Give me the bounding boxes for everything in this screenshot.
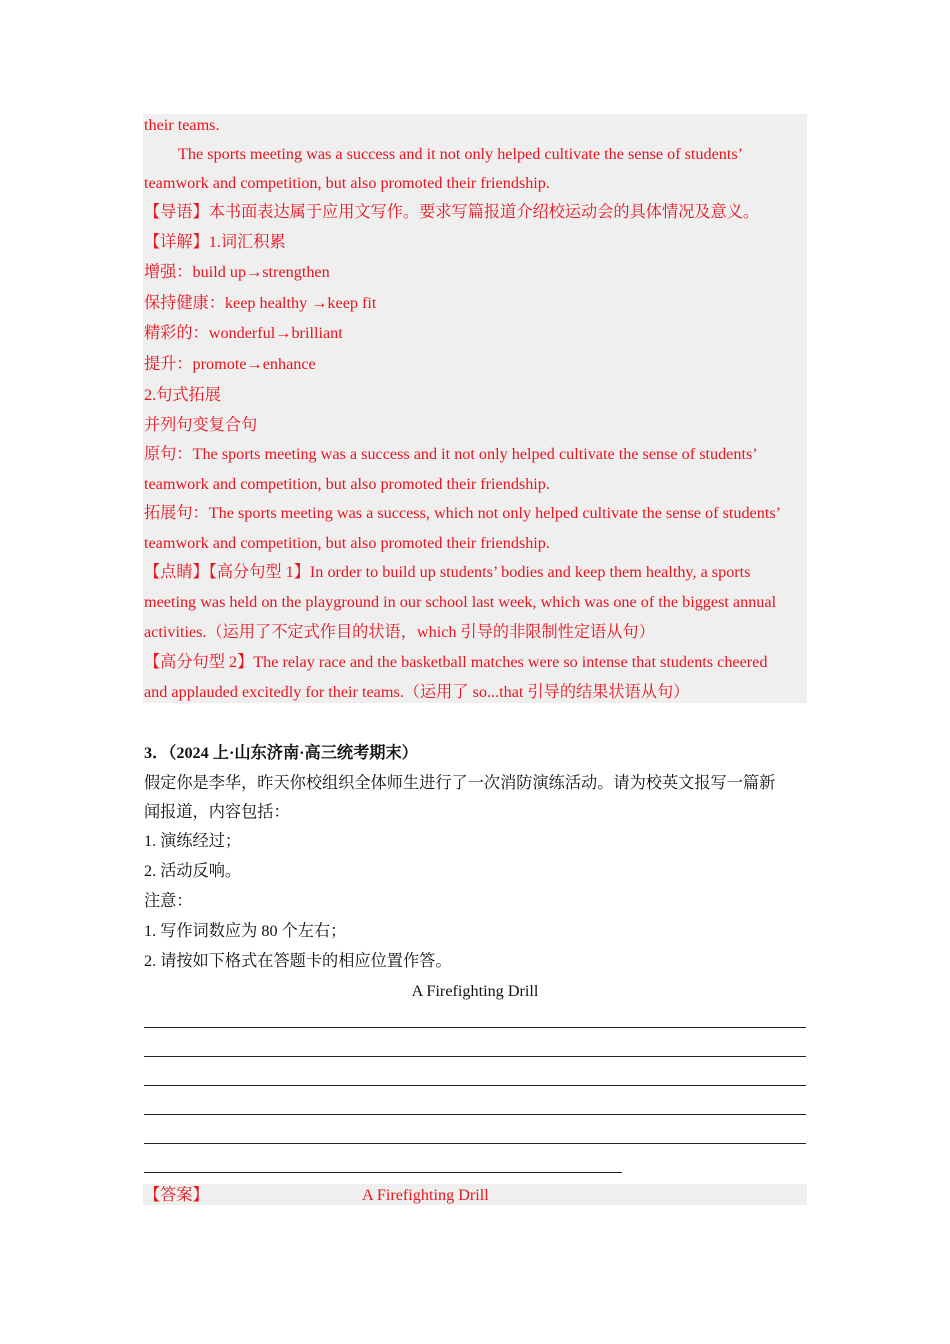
writing-line (144, 1027, 806, 1028)
text-line: meeting was held on the playground in our school last week, which was one of the biggest annual (144, 593, 777, 611)
content-item: 2. 活动反响。 (144, 862, 242, 880)
text-line: their teams. (144, 116, 220, 134)
detail-heading: 【详解】1.词汇积累 (144, 233, 286, 251)
guide-heading: 【导语】本书面表达属于应用文写作。要求写篇报道介绍校运动会的具体情况及意义。 (144, 203, 760, 221)
question-prompt: 闻报道，内容包括： (144, 803, 290, 821)
writing-line (144, 1085, 806, 1086)
vocab-item: 精彩的：wonderful→brilliant (144, 324, 343, 342)
answer-label: 【答案】 (144, 1186, 209, 1204)
note-heading: 注意： (144, 892, 193, 910)
text-line: teamwork and competition, but also promoted their friendship. (144, 534, 550, 552)
writing-line (144, 1172, 622, 1173)
essay-title: A Firefighting Drill (411, 982, 539, 1000)
text-line: 【点睛】【高分句型 1】In order to build up students’ bodies and keep them healthy, a sports (144, 563, 751, 581)
question-header (144, 743, 418, 763)
note-item: 1. 写作词数应为 80 个左右； (144, 922, 347, 940)
text-line: 原句：The sports meeting was a success and it not only helped cultivate the sense of students’ (144, 445, 758, 463)
section-subheading: 并列句变复合句 (144, 416, 258, 434)
text-line: activities.（运用了不定式作目的状语，which 引导的非限制性定语从句） (144, 623, 655, 641)
text-line: and applauded excitedly for their teams.（运用了 so...that 引导的结果状语从句） (144, 683, 690, 701)
writing-line (144, 1143, 806, 1144)
answer-title: A Firefighting Drill (362, 1186, 489, 1204)
question-prompt: 假定你是李华，昨天你校组织全体师生进行了一次消防演练活动。请为校英文报写一篇新 (144, 774, 776, 792)
content-item: 1. 演练经过； (144, 832, 242, 850)
text-line: 拓展句：The sports meeting was a success, which not only helped cultivate the sense of students’ (144, 504, 782, 522)
question-source: （2024 上·山东济南·高三统考期末） (168, 744, 418, 762)
vocab-item: 增强：build up→strengthen (144, 263, 330, 281)
question-number: 3． (144, 744, 169, 762)
text-line: The sports meeting was a success and it not only helped cultivate the sense of students’ (178, 145, 744, 163)
writing-line (144, 1056, 806, 1057)
section-heading: 2.句式拓展 (144, 386, 221, 404)
vocab-item: 提升：promote→enhance (144, 355, 316, 373)
note-item: 2. 请按如下格式在答题卡的相应位置作答。 (144, 952, 452, 970)
text-line: teamwork and competition, but also promoted their friendship. (144, 174, 550, 192)
vocab-item: 保持健康：keep healthy →keep fit (144, 294, 377, 312)
text-line: 【高分句型 2】The relay race and the basketball matches were so intense that students cheered (144, 653, 768, 671)
writing-line (144, 1114, 806, 1115)
text-line: teamwork and competition, but also promoted their friendship. (144, 475, 550, 493)
